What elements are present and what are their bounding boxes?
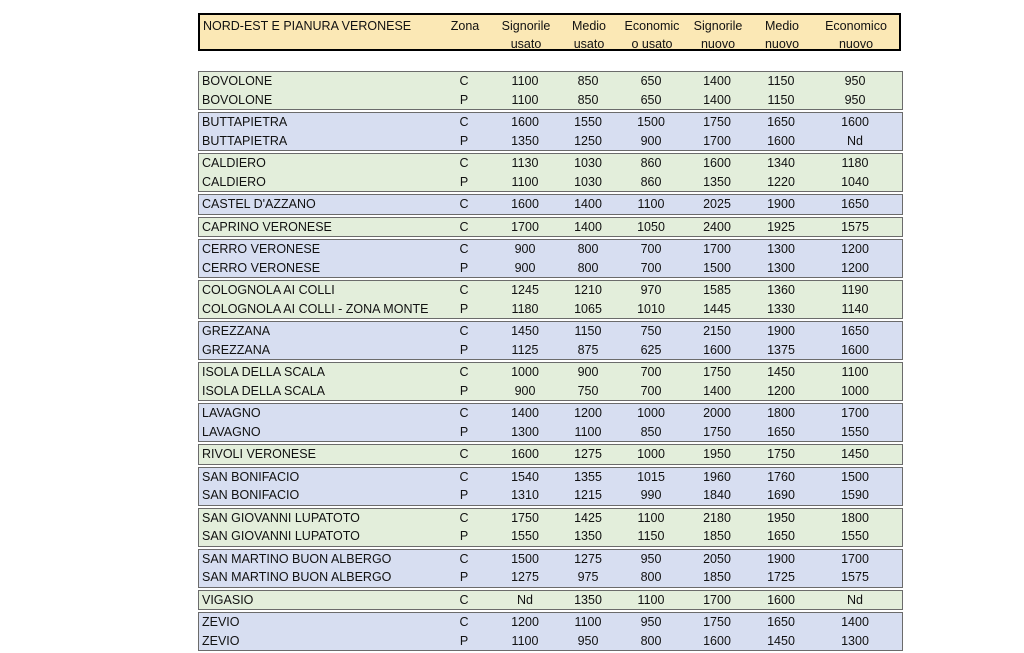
price-cell: 1300 (841, 633, 869, 648)
price-cell: 2000 (703, 406, 731, 420)
comune-name: BOVOLONE (202, 74, 273, 88)
price-cell: 1000 (841, 383, 869, 398)
table-row (199, 445, 902, 464)
table-group (198, 467, 903, 506)
comune-name: SAN BONIFACIO (202, 488, 300, 502)
price-cell: 1450 (841, 447, 869, 461)
price-cell: 1400 (574, 219, 602, 234)
table-group (198, 153, 903, 192)
zona-cell: P (459, 383, 469, 398)
price-cell: 1575 (841, 219, 869, 234)
price-cell: 650 (640, 74, 662, 88)
price-cell: 850 (640, 424, 662, 439)
price-cell: 1600 (703, 342, 731, 357)
table-group (198, 612, 903, 651)
price-cell: 1340 (767, 156, 795, 170)
comune-name: GREZZANA (202, 324, 271, 338)
price-cell: 1700 (841, 406, 869, 420)
price-cell: 2025 (703, 197, 731, 211)
price-cell: 800 (577, 242, 599, 256)
price-cell: 1150 (637, 529, 665, 543)
price-cell: 1960 (703, 469, 731, 484)
price-cell: 970 (640, 283, 662, 297)
price-cell: 1500 (637, 115, 665, 129)
table-row (199, 613, 902, 632)
price-cell: 750 (640, 324, 662, 338)
comune-name: CAPRINO VERONESE (202, 219, 332, 234)
price-cell: 1750 (703, 424, 731, 439)
price-cell: 2180 (703, 510, 731, 525)
header-col-2: Medio usato (571, 19, 607, 51)
table-group (198, 71, 903, 110)
price-cell: 1550 (841, 424, 869, 439)
price-cell: 1540 (511, 469, 539, 484)
price-cell: 1650 (767, 529, 795, 543)
price-cell: 1600 (511, 197, 539, 211)
comune-name: LAVAGNO (202, 424, 261, 439)
table-row (199, 341, 902, 360)
zona-cell: P (459, 424, 469, 439)
table-row (199, 363, 902, 382)
table-row (199, 195, 902, 214)
price-cell: 1500 (511, 551, 539, 566)
price-cell: 1310 (511, 488, 539, 502)
price-cell: 860 (640, 174, 662, 189)
table-group (198, 362, 903, 401)
price-cell: 1200 (841, 260, 869, 275)
zona-cell: C (459, 242, 469, 256)
table-row (199, 550, 902, 569)
price-cell: 1100 (637, 592, 665, 607)
comune-name: CALDIERO (202, 174, 266, 189)
zona-cell: C (459, 324, 469, 338)
header-zona: Zona (450, 19, 480, 33)
price-cell: 1100 (637, 197, 665, 211)
table-row (199, 468, 902, 487)
zona-cell: P (459, 174, 469, 189)
comune-name: RIVOLI VERONESE (202, 447, 316, 461)
price-cell: 2400 (703, 219, 731, 234)
price-cell: 1250 (574, 133, 602, 148)
price-cell: 625 (640, 342, 662, 357)
table-title: NORD-EST E PIANURA VERONESE (203, 19, 412, 33)
comune-name: CALDIERO (202, 156, 266, 170)
table-row (199, 632, 902, 651)
price-cell: 1550 (841, 529, 869, 543)
price-cell: 1100 (637, 510, 665, 525)
zona-cell: C (459, 447, 469, 461)
price-cell: 2150 (703, 324, 731, 338)
price-cell: 1000 (637, 447, 665, 461)
price-cell: 1700 (511, 219, 539, 234)
comune-name: ZEVIO (202, 615, 240, 629)
price-cell: 700 (640, 365, 662, 379)
table-row (199, 509, 902, 528)
table-row (199, 72, 902, 91)
price-cell: 1065 (574, 301, 602, 316)
price-cell: 1100 (511, 633, 539, 648)
price-cell: 1015 (637, 469, 665, 484)
comune-name: CERRO VERONESE (202, 260, 321, 275)
price-cell: 1760 (767, 469, 795, 484)
price-cell: 1700 (703, 133, 731, 148)
price-cell: 900 (514, 383, 536, 398)
table-row (199, 154, 902, 173)
table-group (198, 239, 903, 278)
price-cell: 1150 (767, 92, 795, 107)
price-cell: 990 (640, 488, 662, 502)
comune-name: BOVOLONE (202, 92, 273, 107)
price-cell: 1300 (767, 242, 795, 256)
zona-cell: P (459, 488, 469, 502)
price-cell: 950 (640, 615, 662, 629)
zona-cell: P (459, 570, 469, 584)
price-cell: 1100 (841, 365, 869, 379)
price-cell: 1600 (841, 115, 869, 129)
comune-name: ISOLA DELLA SCALA (202, 365, 325, 379)
comune-name: VIGASIO (202, 592, 254, 607)
price-cell: 1360 (767, 283, 795, 297)
price-cell: 650 (640, 92, 662, 107)
zona-cell: C (459, 365, 469, 379)
price-cell: 1925 (767, 219, 795, 234)
price-cell: 1700 (703, 242, 731, 256)
price-cell: 1600 (767, 133, 795, 148)
comune-name: CASTEL D'AZZANO (202, 197, 316, 211)
price-cell: 1200 (574, 406, 602, 420)
price-cell: 1500 (703, 260, 731, 275)
price-cell: 1355 (574, 469, 602, 484)
price-cell: 1130 (511, 156, 539, 170)
comune-name: SAN BONIFACIO (202, 469, 300, 484)
price-cell: 850 (577, 92, 599, 107)
price-cell: 1200 (767, 383, 795, 398)
price-cell: 1450 (767, 365, 795, 379)
table-group (198, 590, 903, 611)
price-cell: 1180 (511, 301, 539, 316)
price-cell: 860 (640, 156, 662, 170)
zona-cell: C (459, 406, 469, 420)
price-cell: 700 (640, 260, 662, 275)
price-cell: 1275 (511, 570, 539, 584)
price-cell: 1350 (574, 529, 602, 543)
price-cell: 1700 (841, 551, 869, 566)
zona-cell: P (459, 301, 469, 316)
price-cell: 1330 (767, 301, 795, 316)
zona-cell: P (459, 133, 469, 148)
table-row (199, 382, 902, 401)
price-cell: 1400 (841, 615, 869, 629)
price-cell: 1600 (703, 633, 731, 648)
price-cell: 1600 (767, 592, 795, 607)
price-cell: 1450 (767, 633, 795, 648)
zona-cell: C (459, 156, 469, 170)
comune-name: COLOGNOLA AI COLLI (202, 283, 335, 297)
price-cell: 1900 (767, 551, 795, 566)
price-cell: 875 (577, 342, 599, 357)
table-row (199, 132, 902, 151)
header-col-6: Economico nuovo (825, 19, 887, 51)
table-row (199, 527, 902, 546)
comune-name: BUTTAPIETRA (202, 133, 288, 148)
price-cell: Nd (847, 592, 863, 607)
price-cell: 1750 (703, 365, 731, 379)
price-cell: 1010 (637, 301, 665, 316)
zona-cell: P (459, 529, 469, 543)
price-cell: 1600 (511, 115, 539, 129)
price-cell: 1800 (767, 406, 795, 420)
price-cell: 1300 (767, 260, 795, 275)
table-row (199, 300, 902, 319)
price-cell: 2050 (703, 551, 731, 566)
price-cell: 1750 (511, 510, 539, 525)
price-cell: 1600 (703, 156, 731, 170)
table-row (199, 173, 902, 192)
price-cell: 800 (640, 633, 662, 648)
price-cell: 1425 (574, 510, 602, 525)
zona-cell: C (459, 74, 469, 88)
table-row (199, 240, 902, 259)
table-group (198, 194, 903, 215)
price-cell: 1750 (767, 447, 795, 461)
price-cell: 1550 (574, 115, 602, 129)
header-col-1: Signorile usato (501, 19, 551, 51)
price-cell: 900 (514, 260, 536, 275)
price-cell: 1275 (574, 551, 602, 566)
table-row (199, 259, 902, 278)
table-group (198, 280, 903, 319)
price-cell: 1000 (637, 406, 665, 420)
comune-name: ZEVIO (202, 633, 240, 648)
price-cell: 1300 (511, 424, 539, 439)
price-cell: 800 (577, 260, 599, 275)
price-cell: 850 (577, 74, 599, 88)
price-cell: 1650 (841, 197, 869, 211)
table-group (198, 403, 903, 442)
table-group (198, 444, 903, 465)
price-cell: 1030 (574, 174, 602, 189)
zona-cell: C (459, 592, 469, 607)
table-row (199, 568, 902, 587)
comune-name: SAN GIOVANNI LUPATOTO (202, 510, 360, 525)
zona-cell: P (459, 260, 469, 275)
price-cell: 1100 (511, 92, 539, 107)
zona-cell: P (459, 633, 469, 648)
price-cell: 1200 (511, 615, 539, 629)
zona-cell: C (459, 283, 469, 297)
price-cell: 1650 (767, 424, 795, 439)
price-cell: 1100 (574, 615, 602, 629)
price-cell: 1350 (703, 174, 731, 189)
price-cell: 1900 (767, 197, 795, 211)
comune-name: SAN GIOVANNI LUPATOTO (202, 529, 360, 543)
price-cell: 800 (640, 570, 662, 584)
price-cell: 1850 (703, 570, 731, 584)
price-cell: 1575 (841, 570, 869, 584)
price-cell: 1350 (511, 133, 539, 148)
price-cell: 950 (844, 92, 866, 107)
comune-name: SAN MARTINO BUON ALBERGO (202, 551, 392, 566)
table-row (199, 404, 902, 423)
price-cell: 1220 (767, 174, 795, 189)
price-cell: 1650 (767, 115, 795, 129)
table-group (198, 508, 903, 547)
price-cell: 1445 (703, 301, 731, 316)
price-cell: 1100 (574, 424, 602, 439)
price-cell: 1600 (511, 447, 539, 461)
table-row (199, 322, 902, 341)
price-cell: Nd (847, 133, 863, 148)
comune-name: LAVAGNO (202, 406, 261, 420)
table-row (199, 423, 902, 442)
zona-cell: C (459, 469, 469, 484)
price-cell: 1750 (703, 615, 731, 629)
price-cell: 1275 (574, 447, 602, 461)
table-group (198, 321, 903, 360)
price-cell: 1700 (703, 592, 731, 607)
price-cell: 1245 (511, 283, 539, 297)
price-cell: 1400 (703, 74, 731, 88)
zona-cell: C (459, 197, 469, 211)
comune-name: BUTTAPIETRA (202, 115, 288, 129)
header-col-3: Economic o usato (624, 19, 680, 51)
table-row (199, 281, 902, 300)
price-cell: 1400 (703, 383, 731, 398)
price-cell: 1650 (767, 615, 795, 629)
price-cell: 1375 (767, 342, 795, 357)
price-cell: 1350 (574, 592, 602, 607)
price-cell: Nd (517, 592, 533, 607)
price-cell: 700 (640, 242, 662, 256)
zona-cell: C (459, 551, 469, 566)
price-cell: 1750 (703, 115, 731, 129)
price-cell: 700 (640, 383, 662, 398)
price-table (198, 71, 903, 653)
price-cell: 1125 (511, 342, 539, 357)
zona-cell: P (459, 92, 469, 107)
price-cell: 1200 (841, 242, 869, 256)
price-cell: 1150 (767, 74, 795, 88)
price-cell: 975 (577, 570, 599, 584)
price-cell: 950 (577, 633, 599, 648)
price-cell: 1400 (703, 92, 731, 107)
table-row (199, 113, 902, 132)
comune-name: ISOLA DELLA SCALA (202, 383, 325, 398)
price-cell: 1100 (511, 74, 539, 88)
price-cell: 1600 (841, 342, 869, 357)
comune-name: CERRO VERONESE (202, 242, 321, 256)
price-cell: 1950 (703, 447, 731, 461)
price-cell: 1950 (767, 510, 795, 525)
table-group (198, 217, 903, 238)
header-col-4: Signorile nuovo (693, 19, 743, 51)
price-cell: 1840 (703, 488, 731, 502)
price-cell: 1585 (703, 283, 731, 297)
price-cell: 1180 (841, 156, 869, 170)
table-row (199, 486, 902, 505)
price-cell: 1400 (574, 197, 602, 211)
price-cell: 900 (640, 133, 662, 148)
price-cell: 1400 (511, 406, 539, 420)
table-row (199, 218, 902, 237)
table-header (198, 13, 901, 51)
zona-cell: C (459, 219, 469, 234)
price-cell: 900 (514, 242, 536, 256)
price-cell: 1900 (767, 324, 795, 338)
price-cell: 1590 (841, 488, 869, 502)
price-cell: 1030 (574, 156, 602, 170)
price-cell: 900 (577, 365, 599, 379)
price-cell: 1000 (511, 365, 539, 379)
header-col-5: Medio nuovo (764, 19, 800, 51)
price-cell: 1725 (767, 570, 795, 584)
table-group (198, 549, 903, 588)
price-cell: 1550 (511, 529, 539, 543)
price-cell: 1690 (767, 488, 795, 502)
zona-cell: C (459, 115, 469, 129)
price-cell: 750 (577, 383, 599, 398)
price-cell: 1800 (841, 510, 869, 525)
price-cell: 1210 (574, 283, 602, 297)
table-row (199, 91, 902, 110)
price-cell: 1190 (841, 283, 869, 297)
price-cell: 950 (844, 74, 866, 88)
price-cell: 1450 (511, 324, 539, 338)
table-row (199, 591, 902, 610)
price-cell: 1500 (841, 469, 869, 484)
price-cell: 1215 (574, 488, 602, 502)
table-group (198, 112, 903, 151)
zona-cell: C (459, 615, 469, 629)
price-cell: 1850 (703, 529, 731, 543)
comune-name: SAN MARTINO BUON ALBERGO (202, 570, 392, 584)
price-cell: 1150 (574, 324, 602, 338)
comune-name: COLOGNOLA AI COLLI - ZONA MONTE (202, 301, 429, 316)
price-cell: 1050 (637, 219, 665, 234)
price-cell: 1100 (511, 174, 539, 189)
comune-name: GREZZANA (202, 342, 271, 357)
price-cell: 1040 (841, 174, 869, 189)
price-cell: 1140 (841, 301, 869, 316)
price-cell: 950 (640, 551, 662, 566)
price-cell: 1650 (841, 324, 869, 338)
zona-cell: C (459, 510, 469, 525)
zona-cell: P (459, 342, 469, 357)
